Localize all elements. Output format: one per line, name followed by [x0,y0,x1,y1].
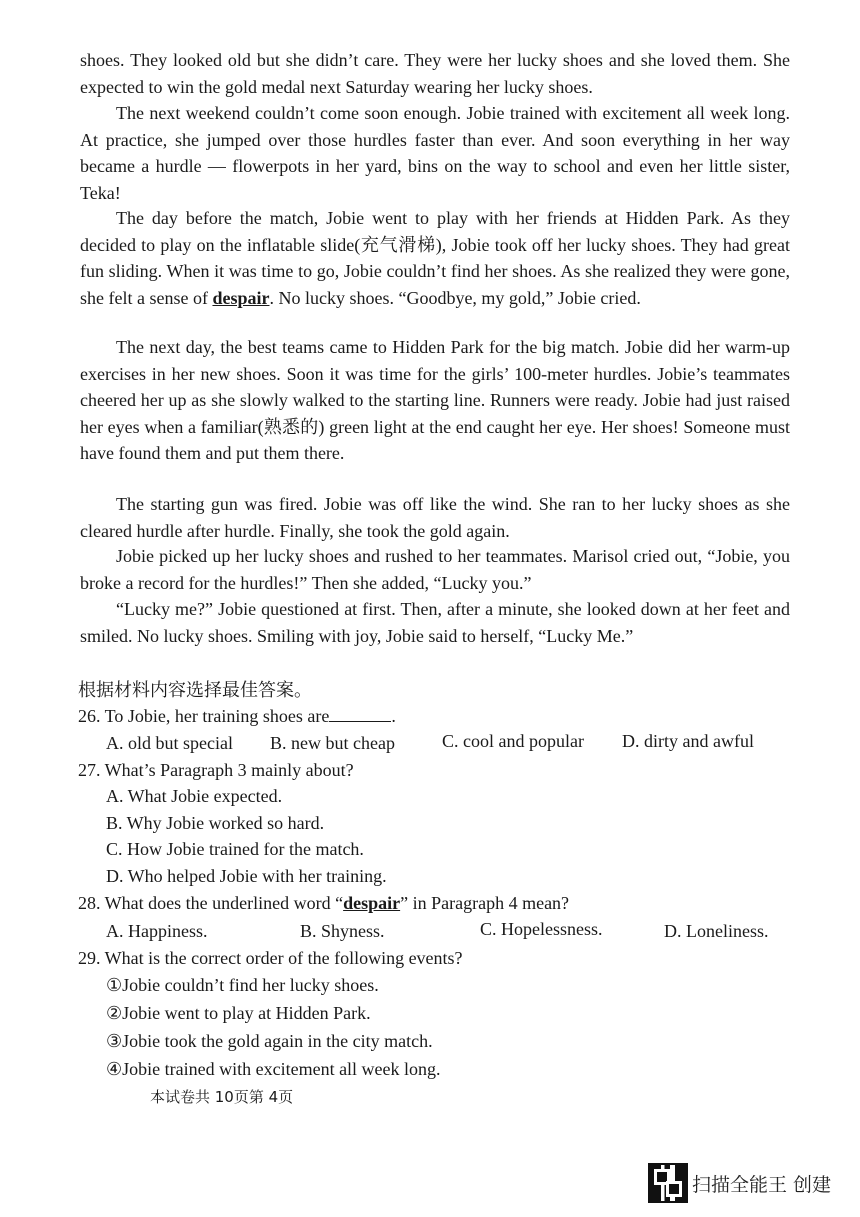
underlined-word-despair: despair [343,893,401,913]
option-27-b: B. Why Jobie worked so hard. [106,813,325,833]
option-28-d: D. Loneliness. [664,921,769,941]
question-stem: 28. What does the underlined word “ [78,893,344,913]
option-28-c: C. Hopelessness. [480,919,603,939]
paragraph-text: The day before the match, Jobie went to play with her friends at Hidden Park. As they decided to play on the inflatable slide(充气滑梯), Jobie took off her lucky shoes. They had great fun sliding. When it was time to go, Jobie couldn’t find her shoes. As she realized they were gone, she felt a sense of [80,208,790,308]
event-3: ③Jobie took the gold again in the city match. [106,1031,433,1051]
instructions: 根据材料内容选择最佳答案。 [78,680,312,701]
option-28-b: B. Shyness. [300,921,385,941]
underlined-word-despair: despair [212,287,270,308]
option-26-a: A. old but special [106,733,233,753]
option-27-c: C. How Jobie trained for the match. [106,839,364,859]
passage-paragraph-6: Jobie picked up her lucky shoes and rushed to her teammates. Marisol cried out, “Jobie, you broke a record for the hurdles!” Then she added, “Lucky you.” [80,546,790,593]
event-1: ①Jobie couldn’t find her lucky shoes. [106,975,379,995]
passage-paragraph-4: The next day, the best teams came to Hidden Park for the big match. Jobie did her warm-up exercises in her new shoes. Soon it was time for the girls’ 100-meter hurdles. Jobie’s teammates cheered her up as she slowly walked to the starting line. Runners were ready. Jobie had just raised her eyes when a familiar(熟悉的) green light at the end caught her eye. Her shoes! Someone must have found them and put them there. [80,337,790,463]
answer-blank [329,703,391,722]
page-footer: 本试卷共 10页第 4页 [150,1088,294,1106]
question-26 [78,703,396,729]
question-27: 27. What’s Paragraph 3 mainly about? [78,760,354,780]
scanner-watermark: 扫描全能王 创建 [692,1174,832,1196]
event-2: ②Jobie went to play at Hidden Park. [106,1003,371,1023]
question-stem: 26. To Jobie, her training shoes are [78,706,330,726]
qr-code-icon [648,1163,688,1203]
question-29: 29. What is the correct order of the following events? [78,948,463,968]
paragraph-text: . No lucky shoes. “Goodbye, my gold,” Jobie cried. [269,287,641,308]
passage-paragraph-7: “Lucky me?” Jobie questioned at first. Then, after a minute, she looked down at her feet and smiled. No lucky shoes. Smiling with joy, Jobie said to herself, “Lucky Me.” [80,599,790,646]
passage-paragraph-2: The next weekend couldn’t come soon enough. Jobie trained with excitement all week long. At practice, she jumped over those hurdles faster than ever. And soon everything in her way became a hurdle — flowerpots in her yard, bins on the way to school and even her little sister, Teka! [80,103,790,203]
passage-paragraph-5: The starting gun was fired. Jobie was off like the wind. She ran to her lucky shoes as she cleared hurdle after hurdle. Finally, she took the gold again. [80,494,790,541]
option-27-a: A. What Jobie expected. [106,786,283,806]
option-26-c: C. cool and popular [442,731,584,751]
option-26-b: B. new but cheap [270,733,395,753]
option-27-d: D. Who helped Jobie with her training. [106,866,387,886]
option-26-d: D. dirty and awful [622,731,754,751]
question-stem-end: ” in Paragraph 4 mean? [400,893,570,913]
passage-paragraph-3 [80,205,790,311]
option-28-a: A. Happiness. [106,921,208,941]
event-4: ④Jobie trained with excitement all week long. [106,1059,441,1079]
passage-paragraph-continued: shoes. They looked old but she didn’t care. They were her lucky shoes and she loved them. She expected to win the gold medal next Saturday wearing her lucky shoes. [80,50,790,97]
question-stem-end: . [391,706,396,726]
question-28 [78,890,569,916]
